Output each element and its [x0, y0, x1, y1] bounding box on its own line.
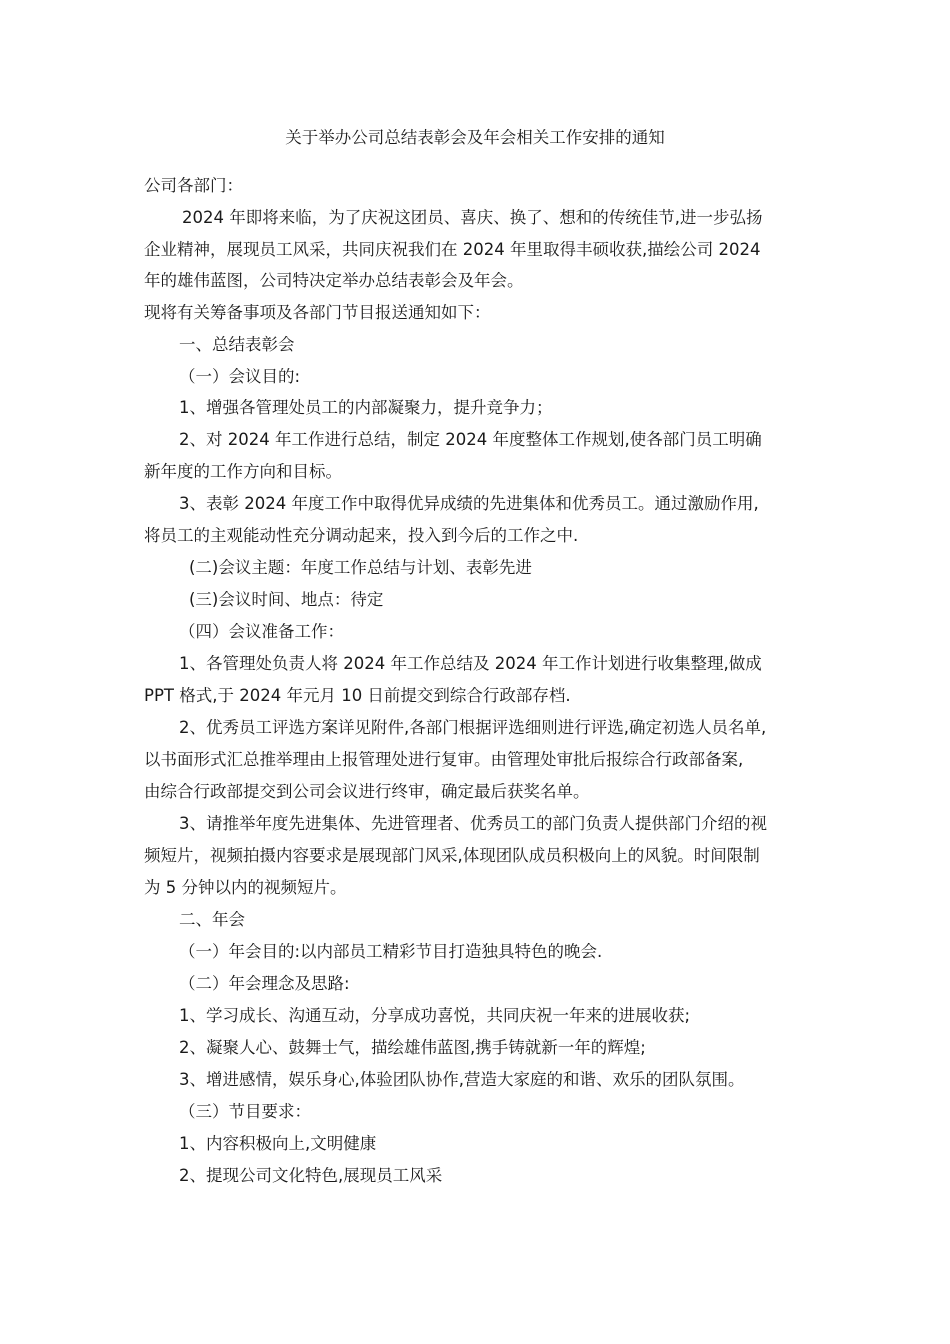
paragraph-line: 1、增强各管理处员工的内部凝聚力，提升竞争力；	[179, 398, 553, 417]
paragraph-line: PPT 格式,于 2024 年元月 10 日前提交到综合行政部存档.	[144, 686, 571, 705]
intro-line-2: 企业精神，展现员工风采，共同庆祝我们在 2024 年里取得丰硕收获,描绘公司 2024	[144, 240, 761, 259]
paragraph-line: 3、表彰 2024 年度工作中取得优异成绩的先进集体和优秀员工。通过激励作用,	[179, 494, 759, 513]
paragraph-line: 将员工的主观能动性充分调动起来，投入到今后的工作之中.	[144, 526, 579, 545]
paragraph-line: 2、对 2024 年工作进行总结，制定 2024 年度整体工作规划,使各部门员工明确	[179, 430, 762, 449]
paragraph-line: 频短片，视频拍摄内容要求是展现部门风采,体现团队成员积极向上的风貌。时间限制	[144, 846, 760, 865]
subheading-meeting-theme: (二)会议主题：年度工作总结与计划、表彰先进	[189, 558, 532, 577]
intro-line-1: 2024 年即将来临，为了庆祝这团员、喜庆、换了、想和的传统佳节,进一步弘扬	[182, 208, 763, 227]
subheading-preparation: （四）会议准备工作：	[179, 622, 344, 641]
paragraph-line: 2、凝聚人心、鼓舞士气，描绘雄伟蓝图,携手铸就新一年的辉煌;	[179, 1038, 646, 1057]
subheading-program-requirements: （三）节目要求：	[179, 1102, 311, 1121]
section-heading-2: 二、年会	[179, 910, 245, 929]
paragraph-line: 3、增进感情，娱乐身心,体验团队协作,营造大家庭的和谐、欢乐的团队氛围。	[179, 1070, 745, 1089]
paragraph-line: 由综合行政部提交到公司会议进行终审，确定最后获奖名单。	[144, 782, 590, 801]
subheading-annual-concept: （二）年会理念及思路:	[179, 974, 350, 993]
paragraph-line: 1、学习成长、沟通互动，分享成功喜悦，共同庆祝一年来的进展收获;	[179, 1006, 691, 1025]
paragraph-line: 为 5 分钟以内的视频短片。	[144, 878, 347, 897]
subheading-meeting-time: (三)会议时间、地点：待定	[189, 590, 384, 609]
section-heading-1: 一、总结表彰会	[179, 335, 295, 354]
paragraph-line: 3、请推举年度先进集体、先进管理者、优秀员工的部门负责人提供部门介绍的视	[179, 814, 767, 833]
intro-line-3: 年的雄伟蓝图，公司特决定举办总结表彰会及年会。	[144, 271, 524, 290]
paragraph-line: 1、内容积极向上,文明健康	[179, 1134, 377, 1153]
paragraph-line: 1、各管理处负责人将 2024 年工作总结及 2024 年工作计划进行收集整理,做成	[179, 654, 762, 673]
salutation: 公司各部门：	[144, 176, 243, 195]
subheading-meeting-purpose: （一）会议目的:	[179, 367, 301, 386]
paragraph-line: 新年度的工作方向和目标。	[144, 462, 342, 481]
paragraph-line: 2、优秀员工评选方案详见附件,各部门根据评选细则进行评选,确定初选人员名单,	[179, 718, 767, 737]
document-title: 关于举办公司总结表彰会及年会相关工作安排的通知	[285, 128, 665, 147]
paragraph-line: 2、提现公司文化特色,展现员工风采	[179, 1166, 443, 1185]
intro-line-4: 现将有关筹备事项及各部门节目报送通知如下：	[144, 303, 491, 322]
subheading-annual-purpose: （一）年会目的:以内部员工精彩节目打造独具特色的晚会.	[179, 942, 603, 961]
paragraph-line: 以书面形式汇总推举理由上报管理处进行复审。由管理处审批后报综合行政部备案,	[144, 750, 744, 769]
